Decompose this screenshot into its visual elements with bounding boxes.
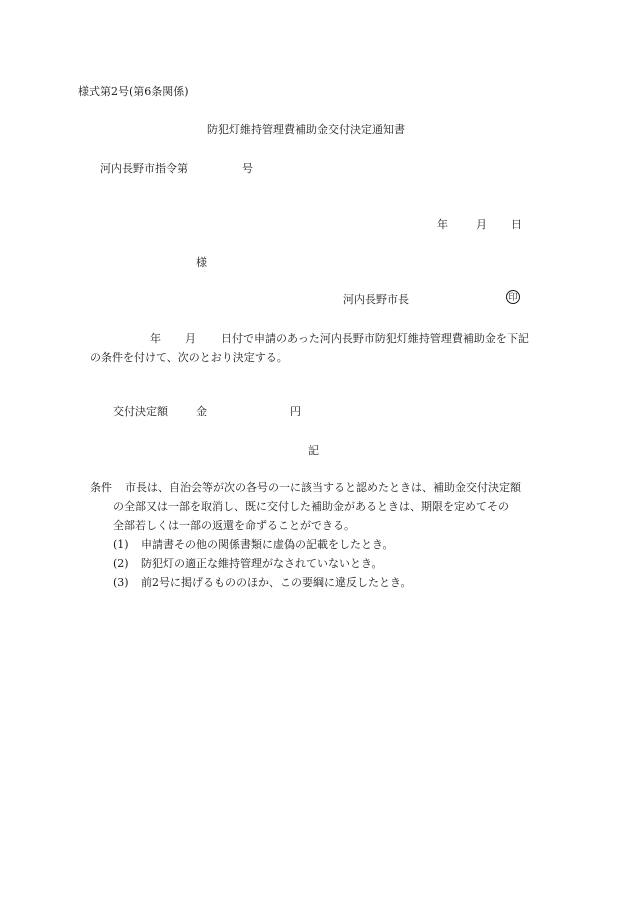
date-year-label: 年 [437, 218, 448, 231]
condition-item [113, 539, 394, 550]
body-year-label: 年 [150, 332, 161, 345]
body-month-label: 月 [185, 332, 196, 345]
condition-item-number: (1) [113, 538, 129, 551]
condition-item-text: 前2号に掲げるもののほか、この要綱に違反したとき。 [141, 576, 412, 589]
condition-item [113, 558, 383, 569]
date-month-label: 月 [476, 218, 487, 231]
ki-heading: 記 [308, 444, 319, 457]
condition-item-number: (2) [113, 557, 129, 570]
condition-item-number: (3) [113, 576, 129, 589]
seal-mark: 印 [506, 290, 520, 304]
body-text-line1: 日付で申請のあった河内長野市防犯灯維持管理費補助金を下記 [221, 332, 529, 345]
condition-item [113, 577, 412, 588]
addressee-honorific: 様 [196, 256, 207, 269]
form-number: 様式第2号(第6条関係) [78, 85, 189, 98]
order-number-suffix: 号 [242, 162, 253, 175]
conditions-line1: 市長は、自治会等が次の各号の一に該当すると認めたときは、補助金交付決定額 [125, 481, 521, 494]
condition-item-text: 申請書その他の関係書類に虚偽の記載をしたとき。 [141, 538, 394, 551]
condition-item-text: 防犯灯の適正な維持管理がなされていないとき。 [141, 557, 383, 570]
conditions-line2: の全部又は一部を取消し、既に交付した補助金があるときは、期限を定めてその [113, 500, 509, 513]
amount-yen: 円 [290, 405, 301, 418]
date-day-label: 日 [511, 218, 522, 231]
amount-label: 交付決定額 [113, 405, 168, 418]
order-number-prefix: 河内長野市指令第 [100, 162, 188, 175]
document-title: 防犯灯維持管理費補助金交付決定通知書 [207, 123, 405, 136]
conditions-line3: 全部若しくは一部の返還を命ずることができる。 [113, 519, 355, 532]
issuer-name: 河内長野市長 [343, 293, 409, 306]
body-text-line2: の条件を付けて、次のとおり決定する。 [90, 351, 288, 364]
amount-kin: 金 [196, 405, 207, 418]
conditions-label: 条件 [90, 481, 112, 494]
